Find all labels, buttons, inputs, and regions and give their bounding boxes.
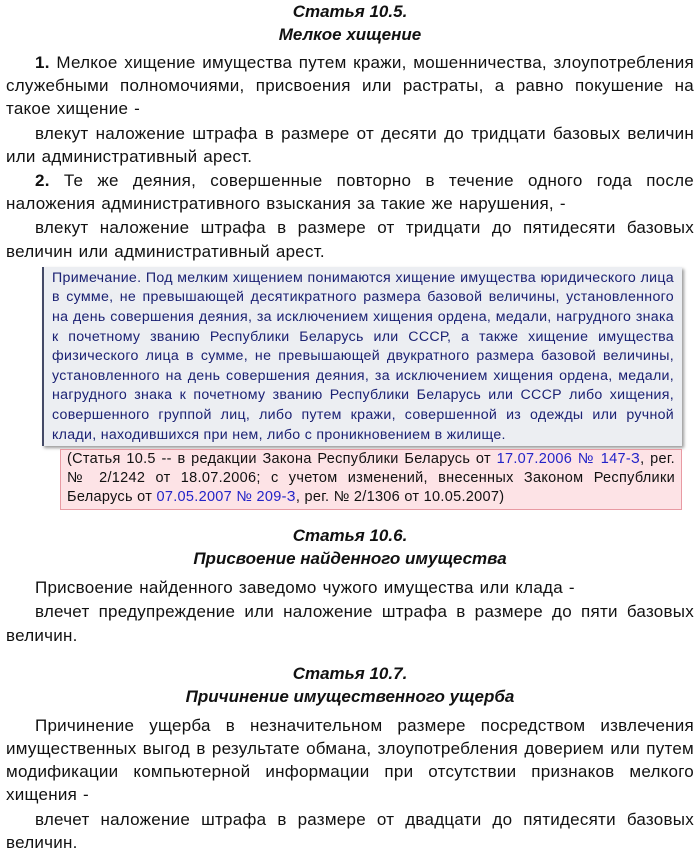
note-box: Примечание. Под мелким хищением понимаются хищение имущества юридического лица в сумме, не превышающей десятикратного размера базовой величины, установленного на день совершения деяния, за исключением хищения ордена, медали, нагрудного знака к почетному званию Республики Беларусь или СССР, а также хищение имущества физического лица в сумме, не превышающей двукратного размера базовой величины, установленного на день совершения деяния, за исключением хищения ордена, медали, нагрудного знака к почетному званию Республики Беларусь или СССР либо хищения, совершенного группой лиц, либо путем кражи, совершенной из одежды или ручной клади, находившихся при нем, либо с проникновением в жилище. xyxy=(42,267,682,446)
law-link-209-3[interactable]: 07.05.2007 № 209-З xyxy=(156,489,296,506)
article-number: Статья 10.7. xyxy=(292,663,408,683)
citation-text: , рег. № 2/1306 от 10.05.2007) xyxy=(295,489,505,506)
paragraph: Причинение ущерба в незначительном размере посредством извлечения имущественных выгод в результате обмана, злоупотребления доверием или путем модификации компьютерной информации при отсутствии признаков мелкого хищения - xyxy=(6,715,694,805)
article-title: Причинение имущественного ущерба xyxy=(185,686,515,706)
amendment-citation xyxy=(60,449,682,510)
article-title: Мелкое хищение xyxy=(278,25,422,44)
paragraph: Присвоение найденного заведомо чужого имущества или клада - xyxy=(35,578,575,598)
article-title: Присвоение найденного имущества xyxy=(193,549,507,569)
article-10-7 xyxy=(6,662,694,854)
paragraph-text: Те же деяния, совершенные повторно в течение одного года после наложения административного взыскания за такие же нарушения, - xyxy=(6,171,694,214)
article-number: Статья 10.5. xyxy=(292,2,408,21)
paragraph-text: Мелкое хищение имущества путем кражи, мошенничества, злоупотребления служебными полномочиями, присвоения или растраты, а равно покушение на такое хищение - xyxy=(6,53,694,119)
article-number: Статья 10.6. xyxy=(292,526,408,546)
paragraph-number: 1. xyxy=(35,53,50,72)
paragraph-number: 2. xyxy=(35,171,50,191)
paragraph: влечет наложение штрафа в размере от двадцати до пятидесяти базовых величин. xyxy=(6,809,694,852)
paragraph: влекут наложение штрафа в размере от тридцати до пятидесяти базовых величин или административный арест. xyxy=(6,218,694,261)
paragraph: влечет предупреждение или наложение штрафа в размере до пяти базовых величин. xyxy=(6,602,694,645)
article-10-6 xyxy=(6,524,694,647)
paragraph xyxy=(6,169,694,215)
citation-text: , рег. № 2/1242 от 18.07.2006; с учетом изменений, внесенных Законом Республики Беларусь от xyxy=(67,451,675,506)
article-10-5 xyxy=(6,0,694,510)
paragraph: влекут наложение штрафа в размере от десяти до тридцати базовых величин или административный арест. xyxy=(6,123,694,166)
citation-text: (Статья 10.5 -- в редакции Закона Республики Беларусь от xyxy=(67,451,497,468)
law-link-147-3[interactable]: 17.07.2006 № 147-З xyxy=(496,451,641,468)
paragraph xyxy=(6,51,694,121)
